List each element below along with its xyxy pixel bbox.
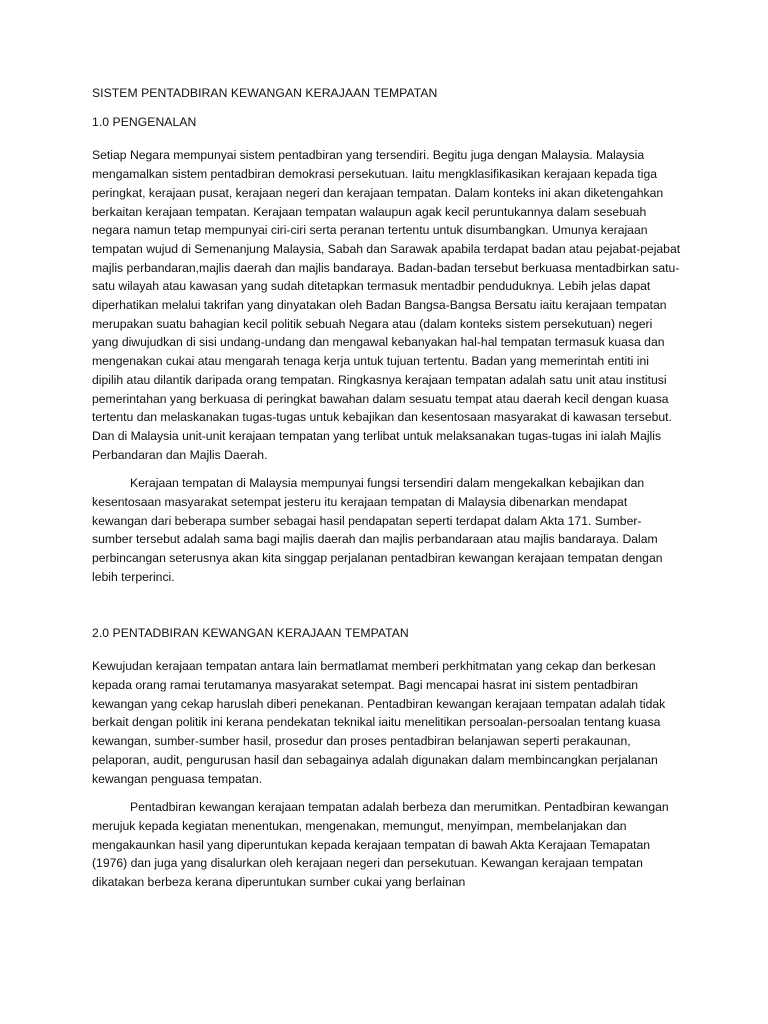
document-body [92,84,682,902]
section-2-paragraph-2: Pentadbiran kewangan kerajaan tempatan adalah berbeza dan merumitkan. Pentadbiran kewangan merujuk kepada kegiatan menentukan, mengenakan, memungut, menyimpan, membelanjakan dan mengakaunkan hasil yang diperuntukan kepada kerajaan tempatan di bawah Akta Kerajaan Temapatan (1976) dan juga yang disalurkan oleh kerajaan negeri dan persekutuan. Kewangan kerajaan tempatan dikatakan berbeza kerana diperuntukan sumber cukai yang berlainan [92,800,669,890]
section-1-heading: 1.0 PENGENALAN [92,114,197,129]
section-2-paragraph-1: Kewujudan kerajaan tempatan antara lain bermatlamat memberi perkhitmatan yang cekap dan berkesan kepada orang ramai terutamanya masyarakat setempat. Bagi mencapai hasrat ini sistem pentadbiran kewangan yang cekap haruslah diberi penekanan. Pentadbiran kewangan kerajaan tempatan adalah tidak berkait dengan politik ini kerana pendekatan teknikal iaitu menelitikan persoalan-persoalan tentang kuasa kewangan, sumber-sumber hasil, prosedur dan proses pentadbiran belanjawan seperti perakaunan, pelaporan, audit, pengurusan hasil dan sebagainya adalah digunakan dalam membincangkan perjalanan kewangan penguasa tempatan. [92,659,666,786]
section-1-paragraph-2: Kerajaan tempatan di Malaysia mempunyai fungsi tersendiri dalam mengekalkan kebajikan dan kesentosaan masyarakat setempat jesteru itu kerajaan tempatan di Malaysia dibenarkan mendapat kewangan dari beberapa sumber sebagai hasil pendapatan seperti terdapat dalam Akta 171. Sumber-sumber tersebut adalah sama bagi majlis daerah dan majlis perbandaraan atau majlis bandaraya. Dalam perbincangan seterusnya akan kita singgap perjalanan pentadbiran kewangan kerajaan tempatan dengan lebih terperinci. [92,476,663,584]
document-title: SISTEM PENTADBIRAN KEWANGAN KERAJAAN TEMPATAN [92,86,438,100]
section-1-paragraph-1: Setiap Negara mempunyai sistem pentadbiran yang tersendiri. Begitu juga dengan Malaysia. Malaysia mengamalkan sistem pentadbiran demokrasi persekutuan. Iaitu mengklasifikasikan kerajaan kepada tiga peringkat, kerajaan pusat, kerajaan negeri dan kerajaan tempatan. Dalam konteks ini akan diketengahkan berkaitan kerajaan tempatan. Kerajaan tempatan walaupun agak kecil peruntukannya dalam sesebuah negara namun tetap mempunyai ciri-ciri serta peranan tertentu untuk disumbangkan. Umunya kerajaan tempatan wujud di Semenanjung Malaysia, Sabah dan Sarawak apabila terdapat badan atau pejabat-pejabat majlis perbandaran,majlis daerah dan majlis bandaraya. Badan-badan tersebut berkuasa mentadbirkan satu-satu wilayah atau kawasan yang sudah ditetapkan termasuk mentadbir penduduknya. Lebih jelas dapat diperhatikan melalui takrifan yang dinyatakan oleh Badan Bangsa-Bangsa Bersatu iaitu kerajaan tempatan merupakan suatu bahagian kecil politik sebuah Negara atau (dalam konteks sistem persekutuan) negeri yang diwujudkan di sisi undang-undang dan mengawal kebanyakan hal-hal tempatan termasuk kuasa dan mengenakan cukai atau mengarah tenaga kerja untuk tujuan tertentu. Badan yang memerintah entiti ini dipilih atau dilantik daripada orang tempatan. Ringkasnya kerajaan tempatan adalah satu unit atau institusi pemerintahan yang berkuasa di peringkat bawahan dalam sesuatu tempat atau daerah kecil dengan kuasa tertentu dan melaskanakan tugas-tugas untuk kebajikan dan kesentosaan masyarakat di kawasan tersebut. Dan di Malaysia unit-unit kerajaan tempatan yang terlibat untuk melaksanakan tugas-tugas ini ialah Majlis Perbandaran dan Majlis Daerah. [92,148,681,462]
section-2-heading: 2.0 PENTADBIRAN KEWANGAN KERAJAAN TEMPATAN [92,625,409,640]
